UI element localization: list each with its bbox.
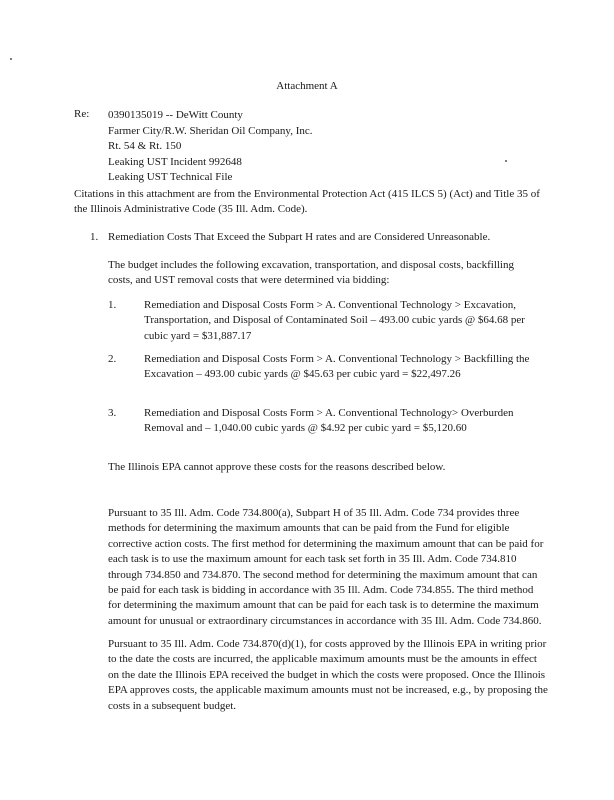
- pursuant-paragraph-1: Pursuant to 35 Ill. Adm. Code 734.800(a), Subpart H of 35 Ill. Adm. Code 734 provides three methods for determining the maximum amounts that can be paid from the Fund for eligible corrective action costs. The first method for determining the maximum amount that can be paid for each task is to use the maximum amount for each task set forth in 35 Ill. Adm. Code 734.810 through 734.850 and 734.870. The second method for determining the maximum amount that can be paid for each task is bidding in accordance with 35 Ill. Adm. Code 734.855. The third method for determining the maximum amount that can be paid for each task is to determine the maximum amount for unusual or extraordinary circumstances in accordance with 35 Ill. Adm. Code 734.860.: [108, 507, 544, 627]
- budget-paragraph: The budget includes the following excavation, transportation, and disposal costs, backfilling costs, and UST removal costs that were determined via bidding:: [108, 259, 514, 287]
- re-block: [108, 108, 313, 186]
- pursuant-paragraph-2: Pursuant to 35 Ill. Adm. Code 734.870(d)(1), for costs approved by the Illinois EPA in writing prior to the date the costs are incurred, the applicable maximum amounts must be the amounts in effect on the date the Illinois EPA received the budget in which the costs were proposed. Once the Illinois EPA approves costs, the applicable maximum amounts must not be increased, e.g., by proposing the costs in a subsequent budget.: [108, 638, 548, 712]
- re-line-company: Farmer City/R.W. Sheridan Oil Company, Inc.: [108, 124, 313, 137]
- intro-paragraph: Citations in this attachment are from the Environmental Protection Act (415 ILCS 5) (Act) and Title 35 of the Illinois Administrative Code (35 Ill. Adm. Code).: [74, 188, 540, 216]
- list-item-number: 1.: [108, 299, 117, 311]
- list-item-number: 2.: [108, 353, 117, 365]
- re-line-file: Leaking UST Technical File: [108, 171, 233, 184]
- cannot-approve-statement: The Illinois EPA cannot approve these costs for the reasons described below.: [108, 461, 446, 473]
- list-item-number: 3.: [108, 407, 117, 419]
- list-item-text: Remediation and Disposal Costs Form > A. Conventional Technology> Overburden Removal and – 1,040.00 cubic yards @ $4.92 per cubic yard = $5,120.60: [144, 407, 514, 435]
- scan-speck: [10, 58, 12, 60]
- list-item-text: Remediation and Disposal Costs Form > A. Conventional Technology > Excavation, Transportation, and Disposal of Contaminated Soil – 493.00 cubic yards @ $64.68 per cubic yard = $31,887.17: [144, 299, 525, 342]
- list-item-text: Remediation and Disposal Costs Form > A. Conventional Technology > Backfilling the Excavation – 493.00 cubic yards @ $45.63 per cubic yard = $22,497.26: [144, 353, 530, 381]
- scan-speck: [505, 160, 507, 162]
- section-1-number: 1.: [90, 231, 99, 243]
- re-label: Re:: [74, 108, 90, 120]
- section-1-title: Remediation Costs That Exceed the Subpart H rates and are Considered Unreasonable.: [108, 231, 491, 243]
- re-line-incident: Leaking UST Incident 992648: [108, 155, 242, 168]
- re-line-route: Rt. 54 & Rt. 150: [108, 140, 182, 153]
- re-line-incident-number: 0390135019 -- DeWitt County: [108, 109, 243, 121]
- attachment-title: Attachment A: [276, 80, 338, 92]
- section-1-heading: [90, 230, 560, 245]
